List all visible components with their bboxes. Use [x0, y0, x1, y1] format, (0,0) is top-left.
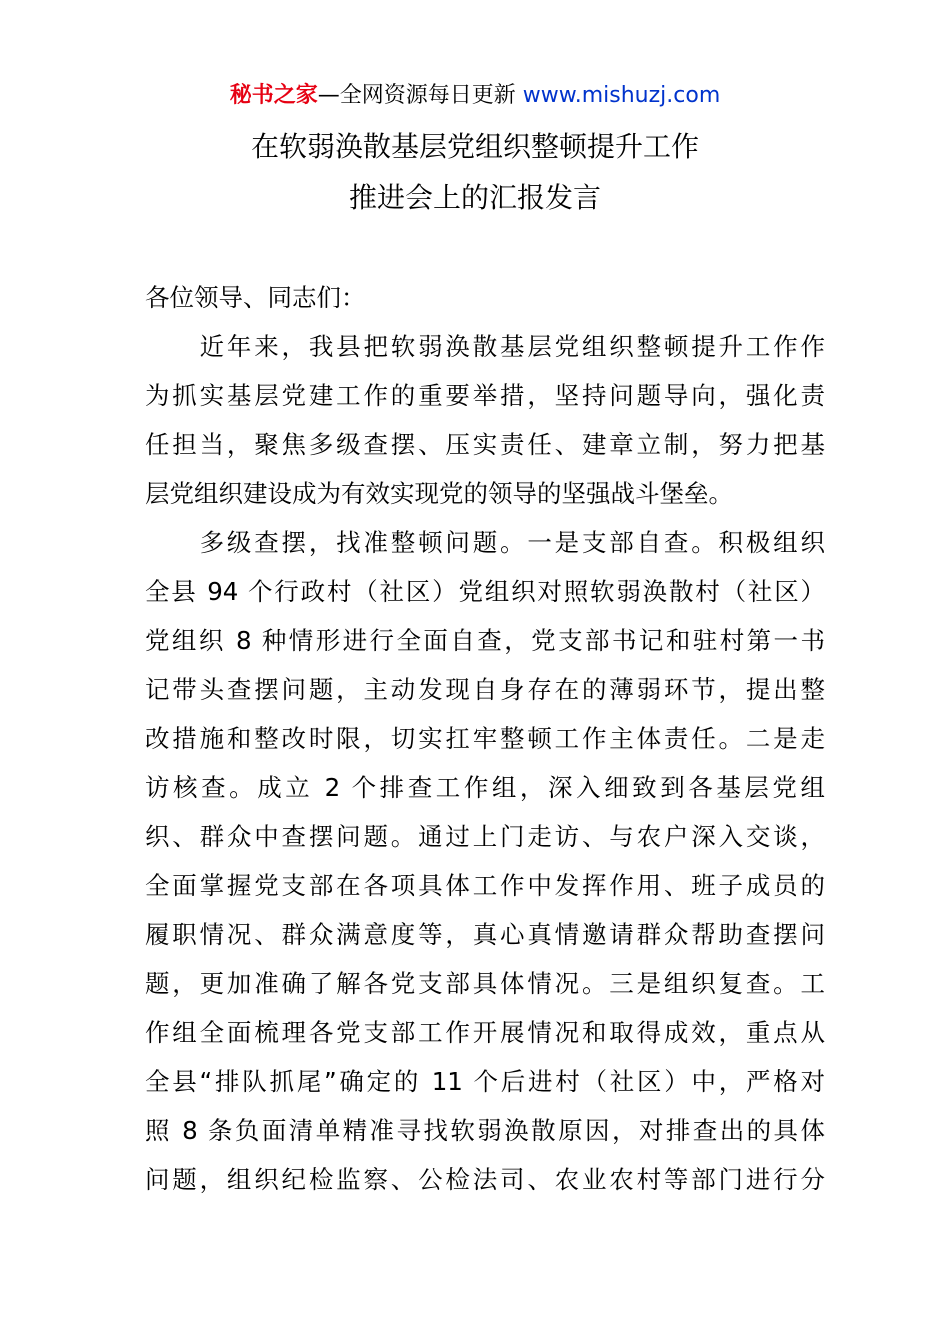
- text-line: 近年来，我县把软弱涣散基层党组织整顿提升工作作: [145, 332, 825, 361]
- site-header: [0, 80, 950, 112]
- text-line: 题，更加准确了解各党支部具体情况。三是组织复查。工: [145, 969, 825, 998]
- text-line: 改措施和整改时限，切实扛牢整顿工作主体责任。二是走: [145, 724, 825, 753]
- site-url[interactable]: www.mishuzj.com: [522, 83, 721, 108]
- text-line: 履职情况、群众满意度等，真心真情邀请群众帮助查摆问: [145, 920, 825, 949]
- site-tagline: —全网资源每日更新: [317, 83, 523, 108]
- text-line: 层党组织建设成为有效实现党的领导的坚强战斗堡垒。: [145, 479, 733, 508]
- paragraph-1: [145, 327, 825, 523]
- text-line: 作组全面梳理各党支部工作开展情况和取得成效，重点从: [145, 1018, 825, 1047]
- document-body: [145, 278, 825, 1209]
- text-line: 党组织 8 种情形进行全面自查，党支部书记和驻村第一书: [145, 626, 825, 655]
- site-brand: 秘书之家: [229, 83, 318, 108]
- salutation: 各位领导、同志们：: [145, 283, 366, 312]
- text-line: 织、群众中查摆问题。通过上门走访、与农户深入交谈，: [145, 822, 825, 851]
- text-line: 全县“排队抓尾”确定的 11 个后进村（社区）中，严格对: [145, 1067, 825, 1096]
- paragraph-2: [145, 523, 825, 1209]
- document-title-line-1: 在软弱涣散基层党组织整顿提升工作: [250, 130, 699, 163]
- text-line: 记带头查摆问题，主动发现自身存在的薄弱环节，提出整: [145, 675, 825, 704]
- text-line: 任担当，聚焦多级查摆、压实责任、建章立制，努力把基: [145, 430, 825, 459]
- text-line: 访核查。成立 2 个排查工作组，深入细致到各基层党组: [145, 773, 825, 802]
- text-line: 为抓实基层党建工作的重要举措，坚持问题导向，强化责: [145, 381, 825, 410]
- text-line: 多级查摆，找准整顿问题。一是支部自查。积极组织: [145, 528, 825, 557]
- text-line: 全面掌握党支部在各项具体工作中发挥作用、班子成员的: [145, 871, 825, 900]
- text-line: 问题，组织纪检监察、公检法司、农业农村等部门进行分: [145, 1165, 825, 1194]
- text-line: 全县 94 个行政村（社区）党组织对照软弱涣散村（社区）: [145, 577, 825, 606]
- document-title-line-2: 推进会上的汇报发言: [348, 181, 601, 214]
- text-line: 照 8 条负面清单精准寻找软弱涣散原因，对排查出的具体: [145, 1116, 825, 1145]
